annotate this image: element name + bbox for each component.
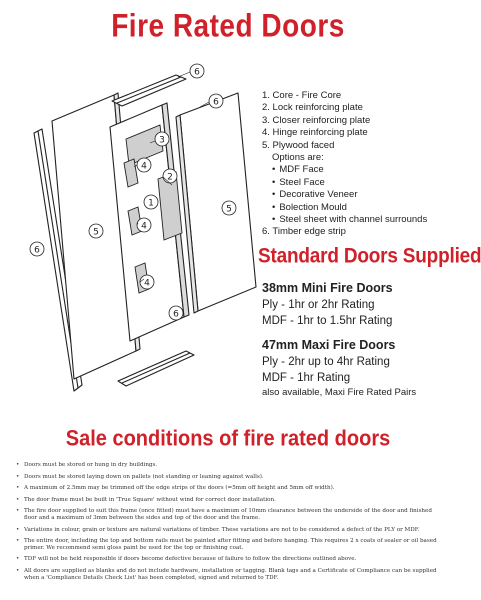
legend-item-3: 3. Closer reinforcing plate [262, 114, 371, 126]
maxi-fire-doors [262, 337, 452, 400]
label-1: 1 [148, 198, 154, 209]
condition-item: • All doors are supplied as blanks and do not include hardware, installation or tagging. Blank tags and a Certificate of Compliance can be supplied when a 'Compliance Details Check List' has been completed, signed and returned to TDF. [16, 568, 446, 581]
label-6-right: 6 [213, 97, 219, 108]
maxi-mdf-rating: MDF - 1hr Rating [262, 372, 351, 384]
condition-item: • Variations in colour, grain or texture are natural variations of timber. These variations are not to be considered a defect of the PLY or MDF. [16, 527, 446, 534]
label-2: 2 [167, 172, 173, 183]
legend-item-2: 2. Lock reinforcing plate [262, 102, 363, 114]
label-3: 3 [159, 135, 165, 146]
mini-ply-rating: Ply - 1hr or 2hr Rating [262, 299, 375, 311]
mini-mdf-rating: MDF - 1hr to 1.5hr Rating [262, 315, 393, 327]
exploded-door-diagram [0, 55, 260, 450]
condition-item: • The entire door, including the top and bottom rails must be painted after fitting and before hanging. This requires 2 x coats of sealer or oil based primer. We recommend semi gloss paint be used for the top or finishing coat. [16, 538, 446, 551]
label-4-top: 4 [141, 161, 147, 172]
legend-item-4: 4. Hinge reinforcing plate [262, 127, 368, 139]
legend-item-1: 1. Core - Fire Core [262, 90, 342, 101]
legend-option: • Steel Face [262, 177, 452, 189]
page-title: Fire Rated Doors [111, 7, 345, 44]
label-5-left: 5 [93, 227, 99, 238]
label-4-middle: 4 [141, 221, 147, 232]
legend-item-6: 6. Timber edge strip [262, 226, 346, 238]
label-6-left: 6 [34, 245, 40, 256]
maxi-pairs-note: also available, Maxi Fire Rated Pairs [262, 387, 417, 398]
mini-fire-doors [262, 280, 452, 329]
maxi-heading: 47mm Maxi Fire Doors [262, 338, 396, 352]
legend-option: • Steel sheet with channel surrounds [262, 214, 452, 226]
sale-conditions-title: Sale conditions of fire rated doors [65, 426, 391, 452]
condition-item: • The door frame must be built in 'True Square' without wind for correct door installation. [16, 497, 446, 504]
label-4-bottom: 4 [144, 278, 150, 289]
condition-item: • TDF will not be held responsible if doors become defective because of failure to follow the directions outlined above. [16, 556, 446, 563]
condition-item: • A maximum of 2.5mm may be trimmed off the edge strips of the doors (=5mm off height and 5mm off width). [16, 485, 446, 492]
label-5-right: 5 [226, 204, 232, 215]
condition-item: • Doors must be stored laying down on pallets (not standing or leaning against walls). [16, 474, 446, 481]
standard-doors-title: Standard Doors Supplied [258, 244, 481, 268]
mini-heading: 38mm Mini Fire Doors [262, 281, 393, 295]
parts-legend [262, 90, 452, 239]
legend-option: • MDF Face [262, 164, 452, 176]
legend-options-heading: Options are: [272, 152, 324, 164]
sale-conditions-list [16, 462, 446, 586]
legend-option: • Decorative Veneer [262, 189, 452, 201]
legend-option: • Bolection Mould [262, 202, 452, 214]
legend-item-5: 5. Plywood faced [262, 139, 335, 151]
maxi-ply-rating: Ply - 2hr up to 4hr Rating [262, 356, 390, 368]
condition-item: • Doors must be stored or hung in dry buildings. [16, 462, 446, 469]
label-6-bottom: 6 [173, 309, 179, 320]
condition-item: • The fire door supplied to suit this frame (once fitted) must have a maximum of 10mm clearance between the underside of the door and finished floor and a maximum of 3mm between the sides and top of the door and the frame. [16, 508, 446, 521]
label-6-top: 6 [194, 67, 200, 78]
